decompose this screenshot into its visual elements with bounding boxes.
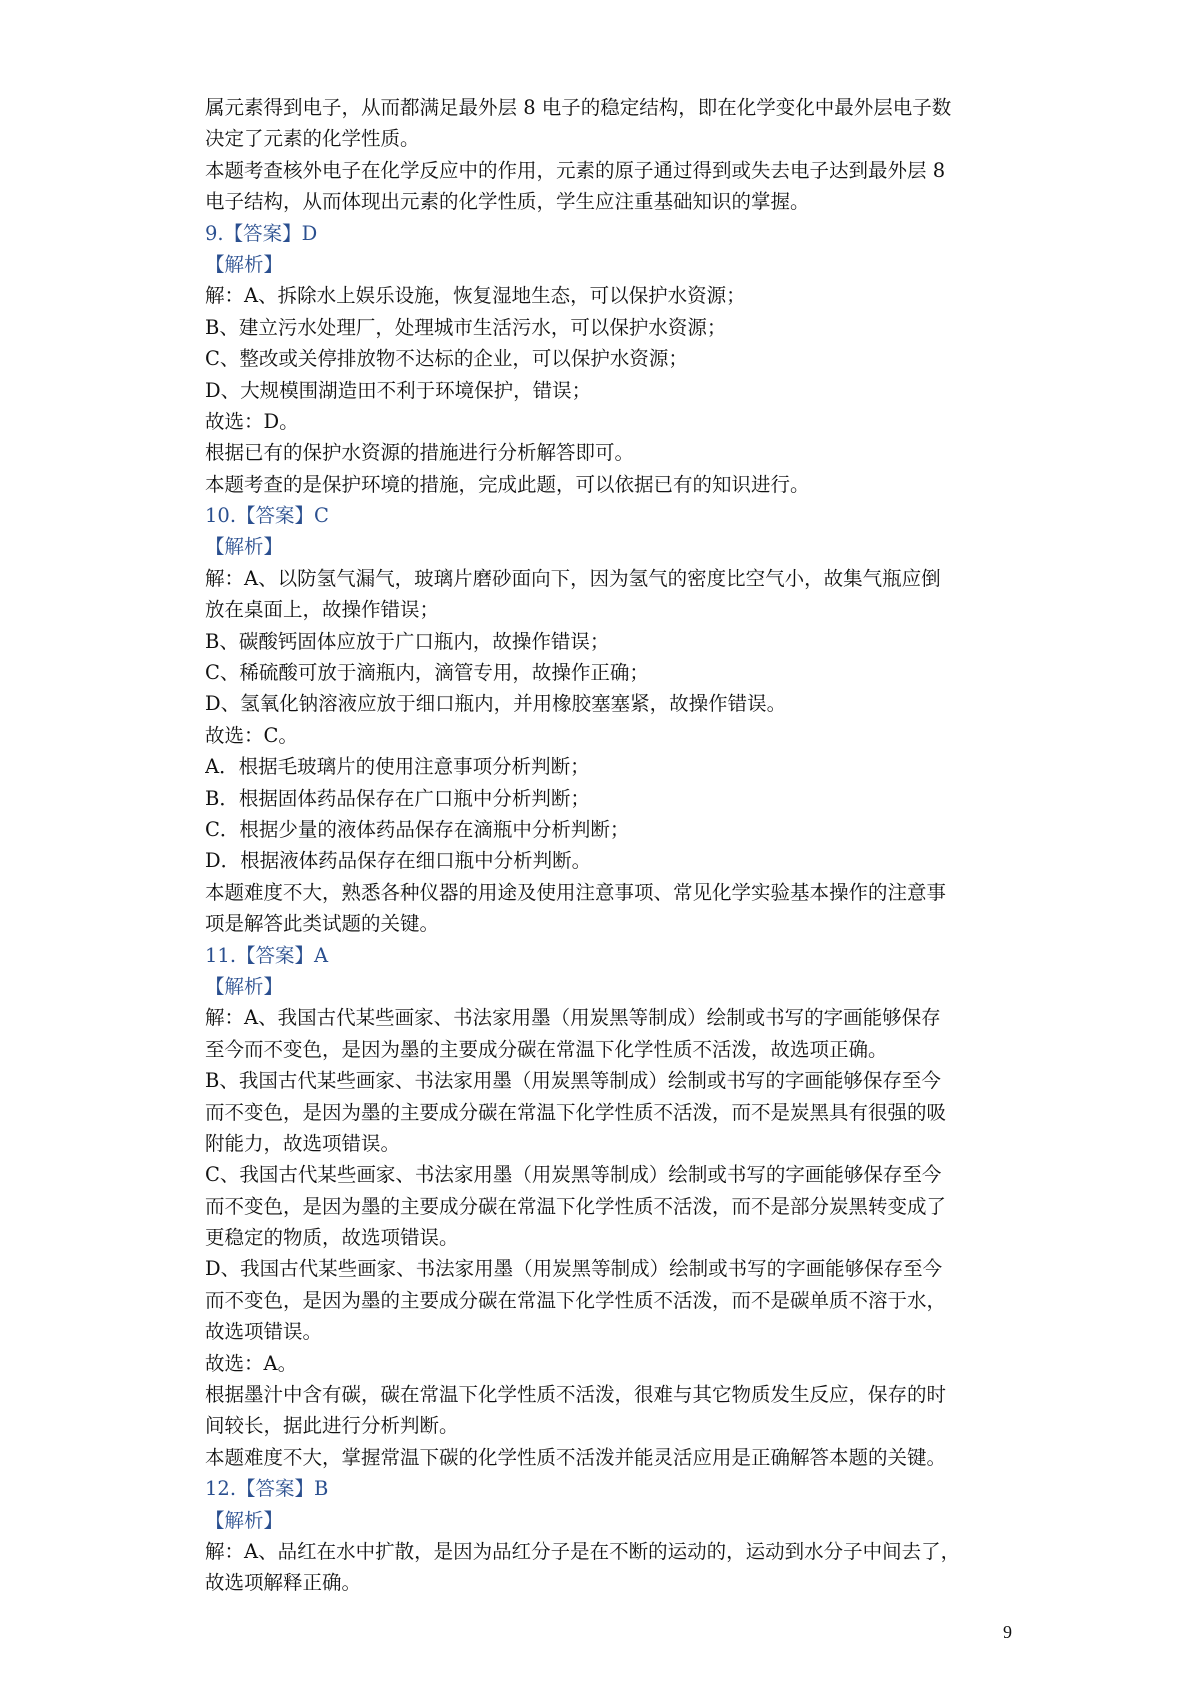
- text-line: D．根据液体药品保存在细口瓶中分析判断。: [205, 849, 592, 873]
- analysis-tag: 【解析】: [205, 974, 284, 998]
- text-line: 故选：A。: [205, 1351, 298, 1375]
- text-line: B、碳酸钙固体应放于广口瓶内，故操作错误；: [205, 629, 610, 653]
- text-line: 解：A、拆除水上娱乐设施，恢复湿地生态，可以保护水资源；: [205, 284, 746, 308]
- question-number: 10.: [205, 504, 237, 528]
- text-line: 至今而不变色，是因为墨的主要成分碳在常温下化学性质不活泼，故选项正确。: [205, 1037, 888, 1061]
- answer-letter: A: [314, 943, 329, 967]
- text-line: 更稳定的物质，故选项错误。: [205, 1226, 459, 1250]
- answer-line: [205, 218, 1010, 249]
- answer-tag: 【答案】: [236, 504, 315, 528]
- document-body: [205, 92, 1010, 1599]
- text-line: 解：A、以防氢气漏气，玻璃片磨砂面向下，因为氢气的密度比空气小，故集气瓶应倒: [205, 566, 941, 590]
- text-line: C、我国古代某些画家、书法家用墨（用炭黑等制成）绘制或书写的字画能够保存至今: [205, 1163, 942, 1187]
- answer-tag: 【答案】: [236, 1477, 315, 1501]
- answer-tag: 【答案】: [223, 221, 302, 245]
- page-number: 9: [1003, 1622, 1012, 1642]
- text-line: B、建立污水处理厂，处理城市生活污水，可以保护水资源；: [205, 315, 727, 339]
- question-number: 9.: [205, 221, 224, 245]
- text-line: 电子结构，从而体现出元素的化学性质，学生应注重基础知识的掌握。: [205, 190, 810, 214]
- question-number: 11.: [205, 943, 237, 967]
- analysis-tag: 【解析】: [205, 1508, 284, 1532]
- text-line: 决定了元素的化学性质。: [205, 127, 420, 151]
- answer-tag: 【答案】: [236, 943, 315, 967]
- question-number: 12.: [205, 1477, 237, 1501]
- text-line: 故选项错误。: [205, 1320, 323, 1344]
- answer-letter: B: [314, 1477, 329, 1501]
- answer-letter: D: [301, 221, 318, 245]
- answer-line: [205, 1473, 1010, 1504]
- text-line: C、整改或关停排放物不达标的企业，可以保护水资源；: [205, 347, 688, 371]
- text-line: B、我国古代某些画家、书法家用墨（用炭黑等制成）绘制或书写的字画能够保存至今: [205, 1069, 941, 1093]
- text-line: 解：A、我国古代某些画家、书法家用墨（用炭黑等制成）绘制或书写的字画能够保存: [205, 1006, 941, 1030]
- text-line: D、大规模围湖造田不利于环境保护，错误；: [205, 378, 592, 402]
- text-line: A．根据毛玻璃片的使用注意事项分析判断；: [205, 755, 590, 779]
- answer-line: [205, 940, 1010, 971]
- text-line: 本题难度不大，熟悉各种仪器的用途及使用注意事项、常见化学实验基本操作的注意事: [205, 880, 947, 904]
- text-line: 根据已有的保护水资源的措施进行分析解答即可。: [205, 441, 635, 465]
- text-line: 而不变色，是因为墨的主要成分碳在常温下化学性质不活泼，而不是碳单质不溶于水，: [205, 1288, 947, 1312]
- text-line: 属元素得到电子，从而都满足最外层 8 电子的稳定结构，即在化学变化中最外层电子数: [205, 96, 952, 119]
- text-line: 故选项解释正确。: [205, 1571, 362, 1595]
- text-line: 本题考查的是保护环境的措施，完成此题，可以依据已有的知识进行。: [205, 472, 810, 496]
- answer-letter: C: [314, 504, 329, 528]
- text-line: D、我国古代某些画家、书法家用墨（用炭黑等制成）绘制或书写的字画能够保存至今: [205, 1257, 943, 1281]
- text-line: 附能力，故选项错误。: [205, 1131, 401, 1155]
- text-line: 故选：C。: [205, 723, 298, 747]
- text-line: 而不变色，是因为墨的主要成分碳在常温下化学性质不活泼，而不是部分炭黑转变成了: [205, 1194, 947, 1218]
- text-line: C．根据少量的液体药品保存在滴瓶中分析判断；: [205, 817, 630, 841]
- text-line: 解：A、品红在水中扩散，是因为品红分子是在不断的运动的，运动到水分子中间去了，: [205, 1539, 961, 1563]
- analysis-heading: [205, 971, 1010, 1002]
- text-line: 项是解答此类试题的关键。: [205, 912, 440, 936]
- answer-line: [205, 500, 1010, 531]
- text-line: 而不变色，是因为墨的主要成分碳在常温下化学性质不活泼，而不是炭黑具有很强的吸: [205, 1100, 947, 1124]
- text-line: B．根据固体药品保存在广口瓶中分析判断；: [205, 786, 590, 810]
- text-line: 放在桌面上，故操作错误；: [205, 598, 440, 622]
- text-line: 间较长，据此进行分析判断。: [205, 1414, 459, 1438]
- analysis-heading: [205, 249, 1010, 280]
- text-line: C、稀硫酸可放于滴瓶内，滴管专用，故操作正确；: [205, 661, 649, 685]
- text-line: 故选：D。: [205, 409, 299, 433]
- analysis-tag: 【解析】: [205, 535, 284, 559]
- analysis-heading: [205, 1505, 1010, 1536]
- text-line: 本题考查核外电子在化学反应中的作用，元素的原子通过得到或失去电子达到最外层 8: [205, 158, 946, 182]
- text-line: 本题难度不大，掌握常温下碳的化学性质不活泼并能灵活应用是正确解答本题的关键。: [205, 1445, 947, 1469]
- text-line: D、氢氧化钠溶液应放于细口瓶内，并用橡胶塞塞紧，故操作错误。: [205, 692, 787, 716]
- analysis-tag: 【解析】: [205, 252, 284, 276]
- text-line: 根据墨汁中含有碳，碳在常温下化学性质不活泼，很难与其它物质发生反应，保存的时: [205, 1383, 947, 1407]
- analysis-heading: [205, 531, 1010, 562]
